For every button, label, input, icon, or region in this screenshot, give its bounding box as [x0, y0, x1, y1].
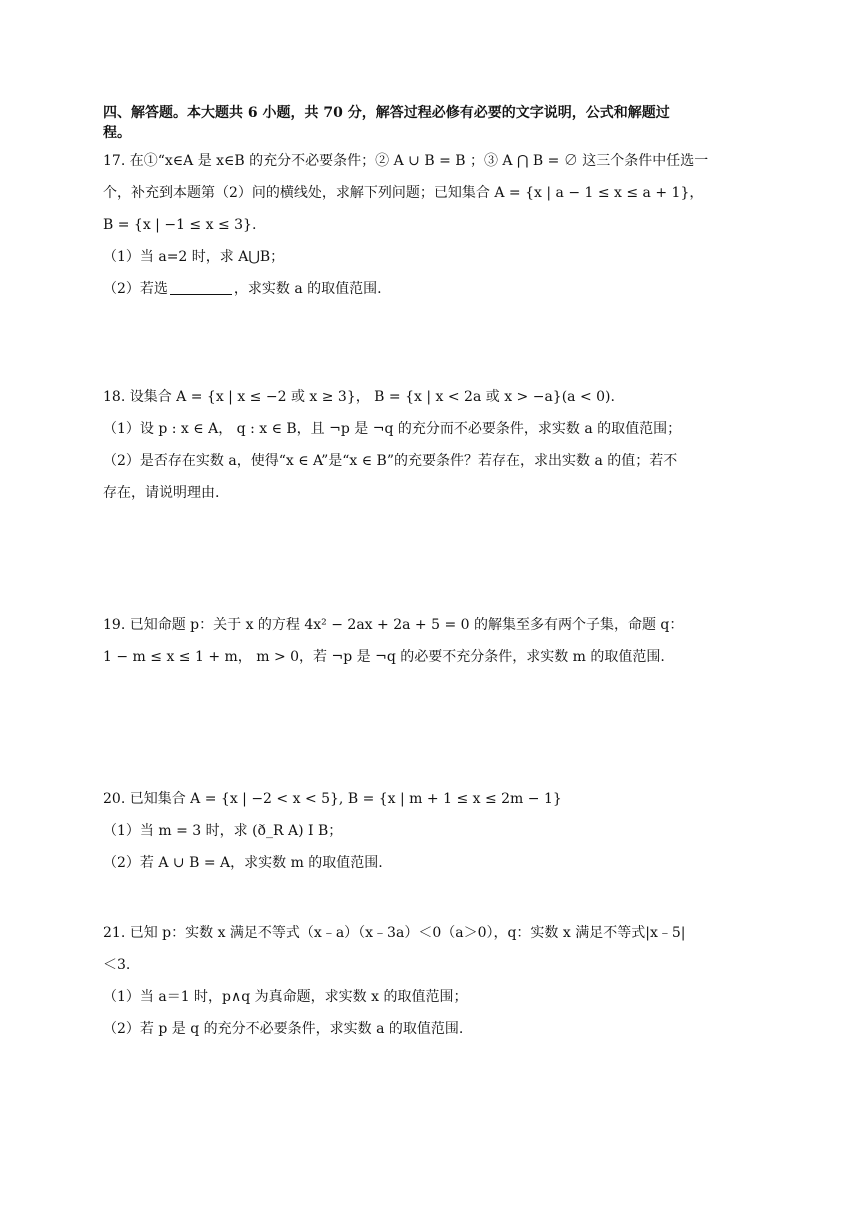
q17-part-1: （1）当 a=2 时，求 A⋃B；: [103, 249, 285, 265]
q17-part-2-prefix: （2）若选: [103, 281, 168, 297]
q21-part-2: （2）若 p 是 q 的充分不必要条件，求实数 a 的取值范围.: [103, 1021, 464, 1037]
q18-part-1: （1）设 p : x ∈ A， q : x ∈ B，且 ¬p 是 ¬q 的充分而不必要条件，求实数 a 的取值范围；: [103, 421, 682, 437]
q18-part-2-line-1: （2）是否存在实数 a，使得“x ∈ A”是“x ∈ B”的充要条件？若存在，求出实数 a 的值；若不: [103, 453, 678, 469]
q20-part-2: （2）若 A ∪ B = A，求实数 m 的取值范围.: [103, 855, 383, 871]
q17-part-2-suffix: ，求实数 a 的取值范围.: [233, 281, 382, 297]
exam-page: [103, 103, 743, 1039]
question-20: [103, 789, 743, 873]
section-heading-line-1: 四、解答题。本大题共 6 小题，共 70 分，解答过程必修有必要的文字说明，公式和解题过: [103, 105, 670, 121]
q21-line-2: ＜3.: [103, 957, 131, 973]
q19-line-2: 1 − m ≤ x ≤ 1 + m， m > 0，若 ¬p 是 ¬q 的必要不充分条件，求实数 m 的取值范围.: [103, 649, 665, 665]
q18-part-2-line-2: 存在，请说明理由.: [103, 485, 220, 501]
q17-line-1: 17. 在①“x∈A 是 x∈B 的充分不必要条件；② A ∪ B = B ；③ A ⋂ B = ∅ 这三个条件中任选一: [103, 153, 709, 169]
section-heading-line-2: 程。: [103, 125, 131, 141]
q20-part-1: （1）当 m = 3 时，求 (ð_R A) I B；: [103, 823, 343, 839]
q17-line-3: B = {x | −1 ≤ x ≤ 3}.: [103, 217, 257, 233]
q17-line-2: 个，补充到本题第（2）问的横线处，求解下列问题；已知集合 A = {x | a − 1 ≤ x ≤ a + 1}，: [103, 185, 704, 201]
q18-line-1: 18. 设集合 A = {x | x ≤ −2 或 x ≥ 3}， B = {x | x < 2a 或 x > −a}(a < 0).: [103, 389, 615, 405]
answer-blank: [170, 280, 232, 295]
section-heading: [103, 103, 743, 143]
question-19: [103, 615, 743, 667]
question-18: [103, 387, 743, 503]
q21-part-1: （1）当 a＝1 时，p∧q 为真命题，求实数 x 的取值范围；: [103, 989, 468, 1005]
q17-part-2: [103, 279, 743, 299]
question-17: [103, 151, 743, 299]
q20-line-1: 20. 已知集合 A = {x | −2 < x < 5}, B = {x | m + 1 ≤ x ≤ 2m − 1}: [103, 791, 562, 807]
q19-line-1: 19. 已知命题 p：关于 x 的方程 4x² − 2ax + 2a + 5 = 0 的解集至多有两个子集，命题 q：: [103, 617, 684, 633]
q21-line-1: 21. 已知 p：实数 x 满足不等式（x﹣a）（x﹣3a）＜0（a＞0），q：实数 x 满足不等式|x﹣5|: [103, 925, 686, 941]
question-21: [103, 923, 743, 1039]
